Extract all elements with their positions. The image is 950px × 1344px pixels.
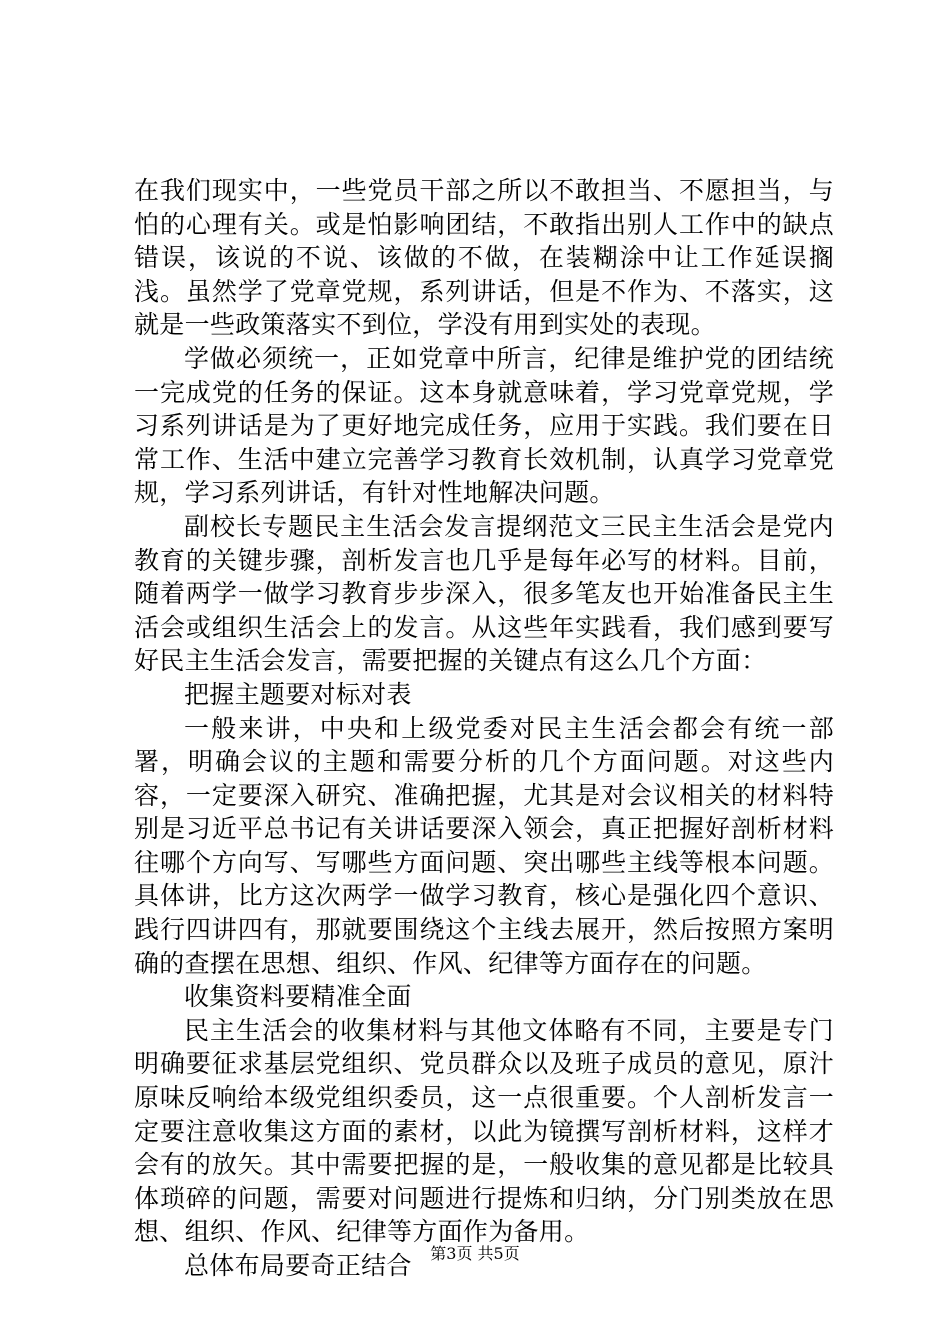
- section-heading-layout: 总体布局要奇正结合: [184, 1251, 412, 1280]
- section-heading-materials: 收集资料要精准全面: [184, 982, 412, 1012]
- paragraph-5: 民主生活会的收集材料与其他文体略有不同，主要是专门明确要征求基层党组织、党员群众以及班子成员的意见，原汁原味反响给本级党组织委员，这一点很重要。个人剖析发言一定要注意收集这方面的素材，以此为镜撰写剖析材料，这样才会有的放矢。其中需要把握的是，一般收集的意见都是比较具体琐碎的问题，需要对问题进行提炼和归纳，分门别类放在思想、组织、作风、纪律等方面作为备用。: [134, 1015, 834, 1247]
- paragraph-4: 一般来讲，中央和上级党委对民主生活会都会有统一部署，明确会议的主题和需要分析的几个方面问题。对这些内容，一定要深入研究、准确把握，尤其是对会议相关的材料特别是习近平总书记有关讲话要深入领会，真正把握好剖析材料往哪个方向写、写哪些方面问题、突出哪些主线等根本问题。具体讲，比方这次两学一做学习教育，核心是强化四个意识、践行四讲四有，那就要围绕这个主线去展开，然后按照方案明确的查摆在思想、组织、作风、纪律等方面存在的问题。: [134, 713, 834, 978]
- paragraph-3: 副校长专题民主生活会发言提纲范文三民主生活会是党内教育的关键步骤，剖析发言也几乎是每年必写的材料。目前，随着两学一做学习教育步步深入，很多笔友也开始准备民主生活会或组织生活会上的发言。从这些年实践看，我们感到要写好民主生活会发言，需要把握的关键点有这么几个方面：: [134, 511, 834, 676]
- page-number-footer: 第3页 共5页: [430, 1244, 520, 1263]
- paragraph-1: 在我们现实中，一些党员干部之所以不敢担当、不愿担当，与怕的心理有关。或是怕影响团结，不敢指出别人工作中的缺点错误，该说的不说、该做的不做，在装糊涂中让工作延误搁浅。虽然学了党章党规，系列讲话，但是不作为、不落实，这就是一些政策落实不到位，学没有用到实处的表现。: [134, 176, 834, 340]
- paragraph-2: 学做必须统一，正如党章中所言，纪律是维护党的团结统一完成党的任务的保证。这本身就意味着，学习党章党规，学习系列讲话是为了更好地完成任务，应用于实践。我们要在日常工作、生活中建立完善学习教育长效机制，认真学习党章党规，学习系列讲话，有针对性地解决问题。: [134, 343, 834, 508]
- section-heading-theme: 把握主题要对标对表: [184, 679, 412, 709]
- document-body: [134, 174, 834, 1283]
